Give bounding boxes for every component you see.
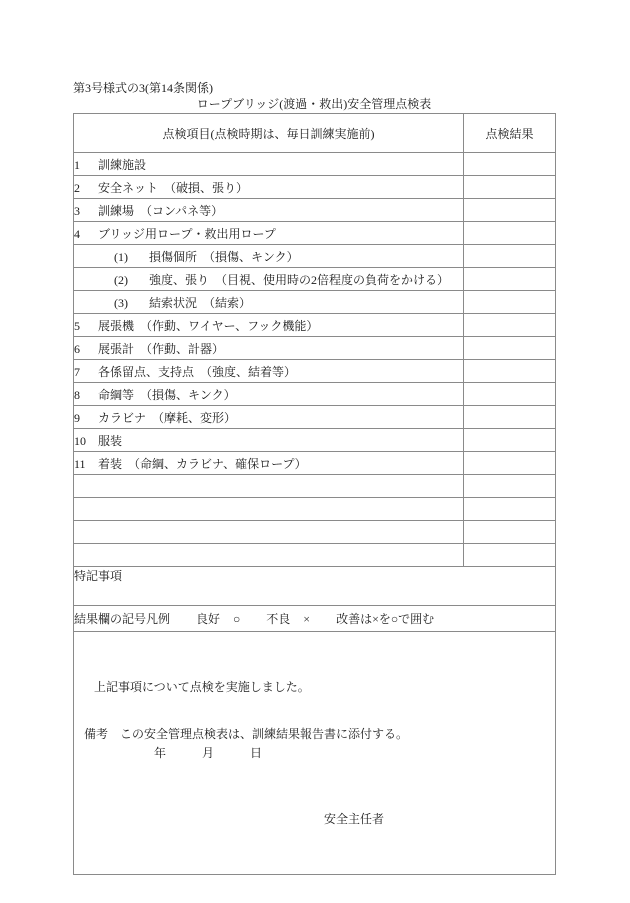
notes-section [74,567,556,606]
row-number: 8 [74,387,80,402]
row-label: 各係留点、支持点 （強度、結着等） [98,364,297,379]
result-cell [464,268,556,291]
row-number: 2 [74,180,80,195]
row-number: 3 [74,203,80,218]
row-label: 強度、張り （目視、使用時の2倍程度の負荷をかける） [149,272,450,287]
footnote: 備考 この安全管理点検表は、訓練結果報告書に添付する。 [84,727,409,741]
certification-row [74,632,556,875]
table-row [74,222,556,245]
row-label: 展張機 （作動、ワイヤー、フック機能） [98,318,319,333]
table-row [74,199,556,222]
header-result-column: 点検結果 [464,114,556,153]
table-row [74,452,556,475]
row-label: 損傷個所 （損傷、キンク） [149,249,299,264]
result-cell [464,337,556,360]
table-row-empty [74,498,556,521]
result-cell [464,452,556,475]
table-row-empty [74,521,556,544]
row-number: 11 [74,456,86,471]
legend-label: 結果欄の記号凡例 [74,612,171,626]
result-cell [464,429,556,452]
table-row [74,176,556,199]
result-cell [464,475,556,498]
row-label: ブリッジ用ロープ・救出用ロープ [98,226,276,241]
result-cell [464,176,556,199]
result-cell [464,314,556,337]
row-number: 1 [74,157,80,172]
result-cell [464,521,556,544]
row-number: 9 [74,410,80,425]
table-row [74,337,556,360]
legend-improve-note: 改善は×を○で囲む [336,612,435,626]
inspection-table [73,113,556,875]
legend-good-symbol: ○ [233,612,241,626]
legend-row [74,606,556,632]
table-row-empty [74,544,556,567]
table-row [74,360,556,383]
result-cell [464,291,556,314]
notes-row [74,567,556,606]
row-number: 7 [74,364,80,379]
row-label: 展張計 （作動、計器） [98,341,225,356]
result-cell [464,383,556,406]
row-label: 安全ネット （破損、張り） [98,180,249,195]
result-cell [464,222,556,245]
row-label: カラビナ （摩耗、変形） [98,410,237,425]
result-cell [464,360,556,383]
legend-bad-symbol: × [303,612,311,626]
table-row [74,153,556,176]
result-cell [464,245,556,268]
result-cell [464,199,556,222]
row-number: (2) [114,272,128,287]
row-label: 訓練場 （コンパネ等） [98,203,224,218]
row-label: 訓練施設 [98,157,147,172]
result-cell [464,153,556,176]
table-subrow [74,245,556,268]
legend-bad-label: 不良 [266,612,291,626]
table-row [74,406,556,429]
row-number: 6 [74,341,80,356]
row-number: 10 [74,433,86,448]
certification-date-line: 年 月 日 [154,746,263,760]
notes-label: 特記事項 [74,569,123,583]
header-item-column: 点検項目(点検時期は、毎日訓練実施前) [74,114,464,153]
table-header-row [74,114,556,153]
row-number: 4 [74,226,80,241]
page-title: ロープブリッジ(渡過・救出)安全管理点検表 [196,97,432,111]
certification-section [74,632,556,875]
table-row [74,383,556,406]
row-number: (1) [114,249,128,264]
result-cell [464,406,556,429]
result-cell [464,544,556,567]
table-row [74,314,556,337]
result-cell [464,498,556,521]
row-label: 結索状況 （結索） [149,295,252,310]
row-number: (3) [114,295,128,310]
form-number: 第3号様式の3(第14条関係) [73,81,213,95]
row-label: 服装 [98,433,123,448]
legend-good-label: 良好 [196,612,221,626]
row-label: 着装 （命綱、カラビナ、確保ロープ） [98,456,307,471]
certification-signer: 安全主任者 [324,812,385,826]
table-subrow [74,291,556,314]
row-number: 5 [74,318,80,333]
table-subrow [74,268,556,291]
table-row-empty [74,475,556,498]
table-row [74,429,556,452]
legend-section [74,606,556,632]
certification-statement: 上記事項について点検を実施しました。 [94,680,310,694]
row-label: 命綱等 （損傷、キンク） [98,387,236,402]
